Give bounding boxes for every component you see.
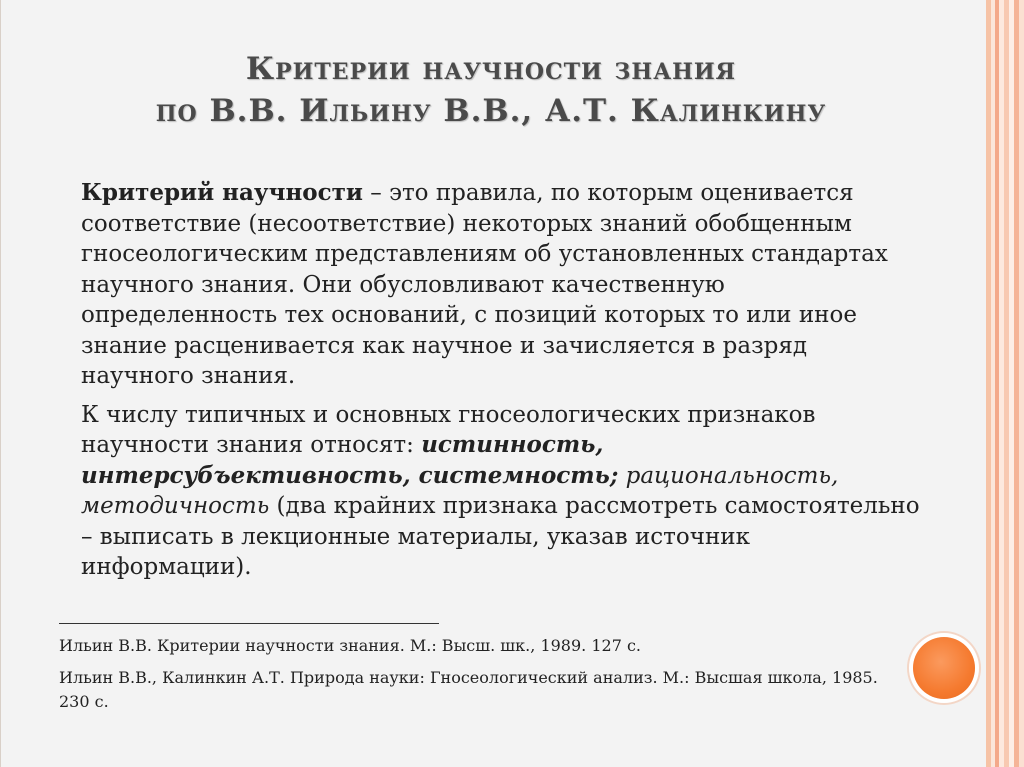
reference-item: Ильин В.В. Критерии научности знания. М.: Высш. шк., 1989. 127 с. — [59, 636, 641, 655]
footnote-divider — [59, 623, 439, 624]
criteria-paragraph — [81, 400, 921, 583]
decorative-stripes — [986, 0, 1024, 767]
criteria-extra-list: рациональность, методичность — [81, 462, 839, 519]
reference-item: Ильин В.В., Калинкин А.Т. Природа науки: Гносеологический анализ. М.: Высшая школа, 1985. 230 с. — [59, 668, 878, 711]
criteria-main-list: истинность, интерсубъективность, системность; — [81, 431, 619, 489]
references — [59, 634, 879, 722]
definition-term: Критерий научности — [81, 179, 363, 206]
slide-title — [61, 48, 921, 132]
criteria-tail: (два крайних признака рассмотреть самостоятельно – выписать в лекционные материалы, указав источник информации). — [81, 493, 920, 580]
orange-circle-decoration — [913, 637, 975, 699]
slide-title-line-1: Критерии научности знания — [245, 51, 737, 87]
slide-title-line-2: по В.В. Ильину В.В., А.Т. Калинкину — [155, 93, 827, 129]
definition-text: – это правила, по которым оценивается соответствие (несоответствие) некоторых знаний обобщенным гносеологическим представлениям об установленных стандартах научного знания. Они обусловливают качественную определенность тех оснований, с позиций которых то или иное знание расценивается как научное и зачисляется в разряд научного знания. — [81, 180, 888, 389]
criteria-intro: К числу типичных и основных гносеологических признаков научности знания относят: — [81, 401, 816, 458]
slide-body — [81, 178, 921, 591]
definition-paragraph — [81, 178, 921, 392]
